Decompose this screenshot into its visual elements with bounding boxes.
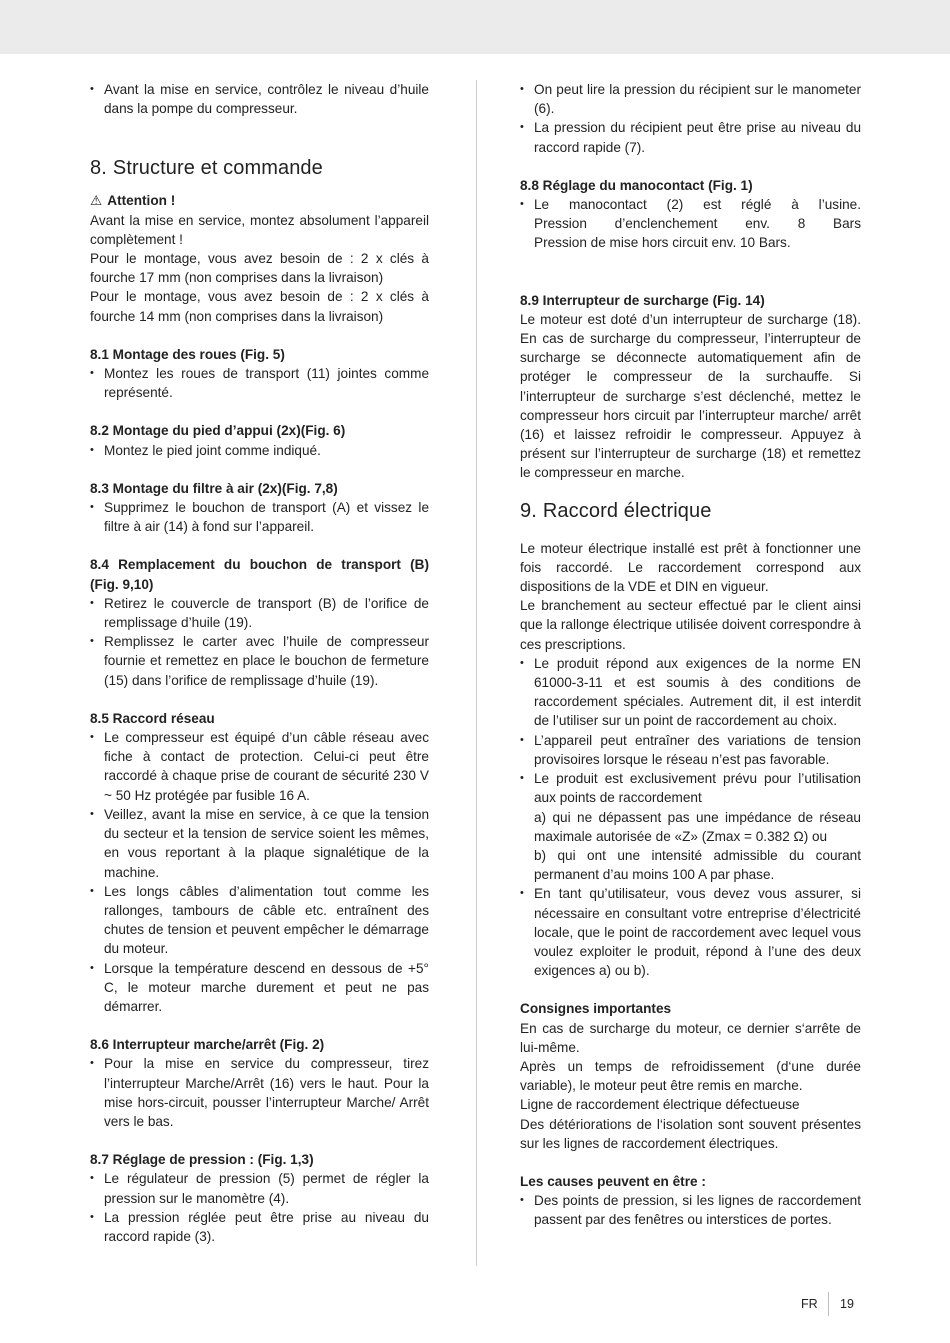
paragraph: Avant la mise en service, montez absolument l’appareil complètement ! — [90, 212, 429, 247]
consignes-heading: Consignes importantes — [520, 1001, 672, 1017]
left-column — [90, 80, 429, 1246]
paragraph: Pour le montage, vous avez besoin de : 2 x clés à fourche 17 mm (non comprises dans la livraison) — [90, 251, 429, 286]
footer-language: FR — [801, 1297, 818, 1311]
attention-label: Attention ! — [107, 193, 176, 209]
list-item: • Supprimez le bouchon de transport (A) et vissez le filtre à air (14) à fond sur l’appareil. — [90, 498, 429, 536]
list-item — [520, 769, 861, 884]
subsection-8-9-heading: 8.9 Interrupteur de surcharge (Fig. 14) — [520, 292, 765, 308]
list — [520, 654, 861, 980]
text-line: a) qui ne dépassent pas une impédance de réseau maximale autorisée de «Z» (Zmax = 0.382 Ω) ou — [534, 809, 861, 844]
section-9-heading — [520, 499, 861, 523]
warning-icon: ⚠ — [90, 193, 103, 209]
list — [90, 498, 429, 536]
text-line: b) qui ont une intensité admissible du courant permanent d’au moins 100 A par phase. — [534, 847, 861, 883]
intro-list — [520, 80, 861, 157]
text-line: • Le manocontact (2) est réglé à l’usine. — [534, 197, 861, 213]
subsection-8-8-heading: 8.8 Réglage du manocontact (Fig. 1) — [520, 177, 753, 193]
list-item: • Les longs câbles d’alimentation tout comme les rallonges, tambours de câble etc. entraînent des chutes de tension et peuvent empêcher le démarrage du moteur. — [90, 882, 429, 959]
list-item: • Lorsque la température descend en dessous de +5° C, le moteur marche durement et peut ne pas démarrer. — [90, 959, 429, 1017]
list-item: • Remplissez le carter avec l’huile de compresseur fournie et remettez en place le bouchon de fermeture (15) dans l’orifice de remplissage d’huile (19). — [90, 632, 429, 690]
list-item: • Le compresseur est équipé d’un câble réseau avec fiche à contact de protection. Celui-ci peut être raccordé à chaque prise de courant de sécurité 230 V ~ 50 Hz protégée par fusible 16 A. — [90, 728, 429, 805]
top-header-bar — [0, 0, 950, 54]
subsection-8-1-heading: 8.1 Montage des roues (Fig. 5) — [90, 346, 285, 362]
list-item: • On peut lire la pression du récipient sur le manometer (6). — [520, 80, 861, 118]
list — [520, 1191, 861, 1229]
subsection-8-2-heading: 8.2 Montage du pied d’appui (2x)(Fig. 6) — [90, 423, 346, 439]
list-item: • L’appareil peut entraîner des variations de tension provisoires lorsque le réseau n’est pas favorable. — [520, 731, 861, 769]
list-item: • Montez les roues de transport (11) jointes comme représenté. — [90, 364, 429, 402]
paragraph: Le moteur est doté d’un interrupteur de surcharge (18). En cas de surcharge du compresseur, l’interrupteur de surcharge se déconnecte automatiquement afin de protéger le compresseur de la surchauffe. Si l’interrupteur de surcharge s’est déclenché, mettez le compresseur hors circuit par l’interrupteur marche/ arrêt (16) et laissez refroidir le compresseur. Appuyez à présent sur l’interrupteur de surcharge (18) et remettez le compresseur en marche. — [520, 311, 861, 481]
page-number: 19 — [840, 1297, 854, 1311]
list-item: • Le produit répond aux exigences de la norme EN 61000-3-11 et est soumis à des conditions de raccordement spéciales. Autrement dit, il est interdit de l’utiliser sur un point de raccordement au choix. — [520, 654, 861, 731]
text-line: Pression de mise hors circuit env. 10 Bars. — [534, 235, 791, 251]
paragraph: Pour le montage, vous avez besoin de : 2 x clés à fourche 14 mm (non comprises dans la livraison) — [90, 289, 429, 324]
list — [90, 364, 429, 402]
list-item: • Pour la mise en service du compresseur, tirez l’interrupteur Marche/Arrêt (16) vers le haut. Pour la mise hors-circuit, pousser l’interrupteur Marche/ Arrêt vers le bas. — [90, 1054, 429, 1131]
section-number: 8. — [90, 157, 107, 180]
paragraph: Après un temps de refroidissement (d‘une durée variable), le moteur peut être remis en marche. — [520, 1058, 861, 1094]
paragraph: Des détériorations de l‘isolation sont souvent présentes sur les lignes de raccordement électriques. — [520, 1116, 861, 1151]
right-column — [520, 80, 861, 1230]
section-title: Raccord électrique — [542, 499, 712, 522]
subsection-8-6-heading: 8.6 Interrupteur marche/arrêt (Fig. 2) — [90, 1037, 325, 1053]
section-title: Structure et commande — [112, 157, 323, 180]
list — [90, 728, 429, 1016]
list-item: • Avant la mise en service, contrôlez le niveau d’huile dans la pompe du compresseur. — [90, 80, 429, 118]
list-item: • En tant qu’utilisateur, vous devez vous assurer, si nécessaire en consultant votre entreprise d’électricité locale, que le point de raccordement avec lequel vous voulez exploiter le produit, répond à l’une des deux exigences a) ou b). — [520, 884, 861, 980]
paragraph: Ligne de raccordement électrique défectueuse — [520, 1097, 800, 1113]
list-item: • Veillez, avant la mise en service, à ce que la tension du secteur et la tension de service soient les mêmes, en vous reportant à la plaque signalétique de la machine. — [90, 805, 429, 882]
list — [520, 195, 861, 253]
list — [90, 1169, 429, 1246]
section-number: 9. — [520, 499, 537, 522]
list-item: • La pression réglée peut être prise au niveau du raccord rapide (3). — [90, 1208, 429, 1246]
list-item: • Montez le pied joint comme indiqué. — [90, 441, 429, 460]
list — [90, 594, 429, 690]
intro-list — [90, 80, 429, 118]
footer-divider — [828, 1292, 829, 1316]
paragraph: Le moteur électrique installé est prêt à fonctionner une fois raccordé. Le raccordement correspond aux dispositions de la VDE et DIN en vigueur. — [520, 540, 861, 595]
list — [90, 441, 429, 460]
list — [90, 1054, 429, 1131]
subsection-8-5-heading: 8.5 Raccord réseau — [90, 710, 215, 726]
paragraph: Le branchement au secteur effectué par le client ainsi que la rallonge électrique utilisée doivent correspondre à ces prescriptions. — [520, 598, 861, 652]
subsection-8-3-heading: 8.3 Montage du filtre à air (2x)(Fig. 7,8) — [90, 480, 338, 496]
paragraph: En cas de surcharge du moteur, ce dernier s‘arrête de lui-même. — [520, 1020, 861, 1055]
subsection-8-7-heading: 8.7 Réglage de pression : (Fig. 1,3) — [90, 1152, 314, 1168]
attention-heading — [90, 191, 429, 210]
subsection-8-4-heading: 8.4 Remplacement du bouchon de transport (B) (Fig. 9,10) — [90, 557, 429, 592]
list-item: • Retirez le couvercle de transport (B) de l’orifice de remplissage d’huile (19). — [90, 594, 429, 632]
text-line: • Le produit est exclusivement prévu pour l’utilisation aux points de raccordement — [534, 771, 861, 806]
text-line: Pression d’enclenchement env. 8 Bars — [534, 216, 861, 232]
list-item: • Le régulateur de pression (5) permet de régler la pression sur le manomètre (4). — [90, 1169, 429, 1207]
causes-heading: Les causes peuvent en être : — [520, 1173, 706, 1189]
list-item: • La pression du récipient peut être prise au niveau du raccord rapide (7). — [520, 118, 861, 156]
column-divider — [476, 80, 477, 1266]
section-8-heading — [90, 156, 429, 180]
list-item: • Des points de pression, si les lignes de raccordement passent par des fenêtres ou interstices de portes. — [520, 1191, 861, 1229]
list-item — [520, 195, 861, 253]
